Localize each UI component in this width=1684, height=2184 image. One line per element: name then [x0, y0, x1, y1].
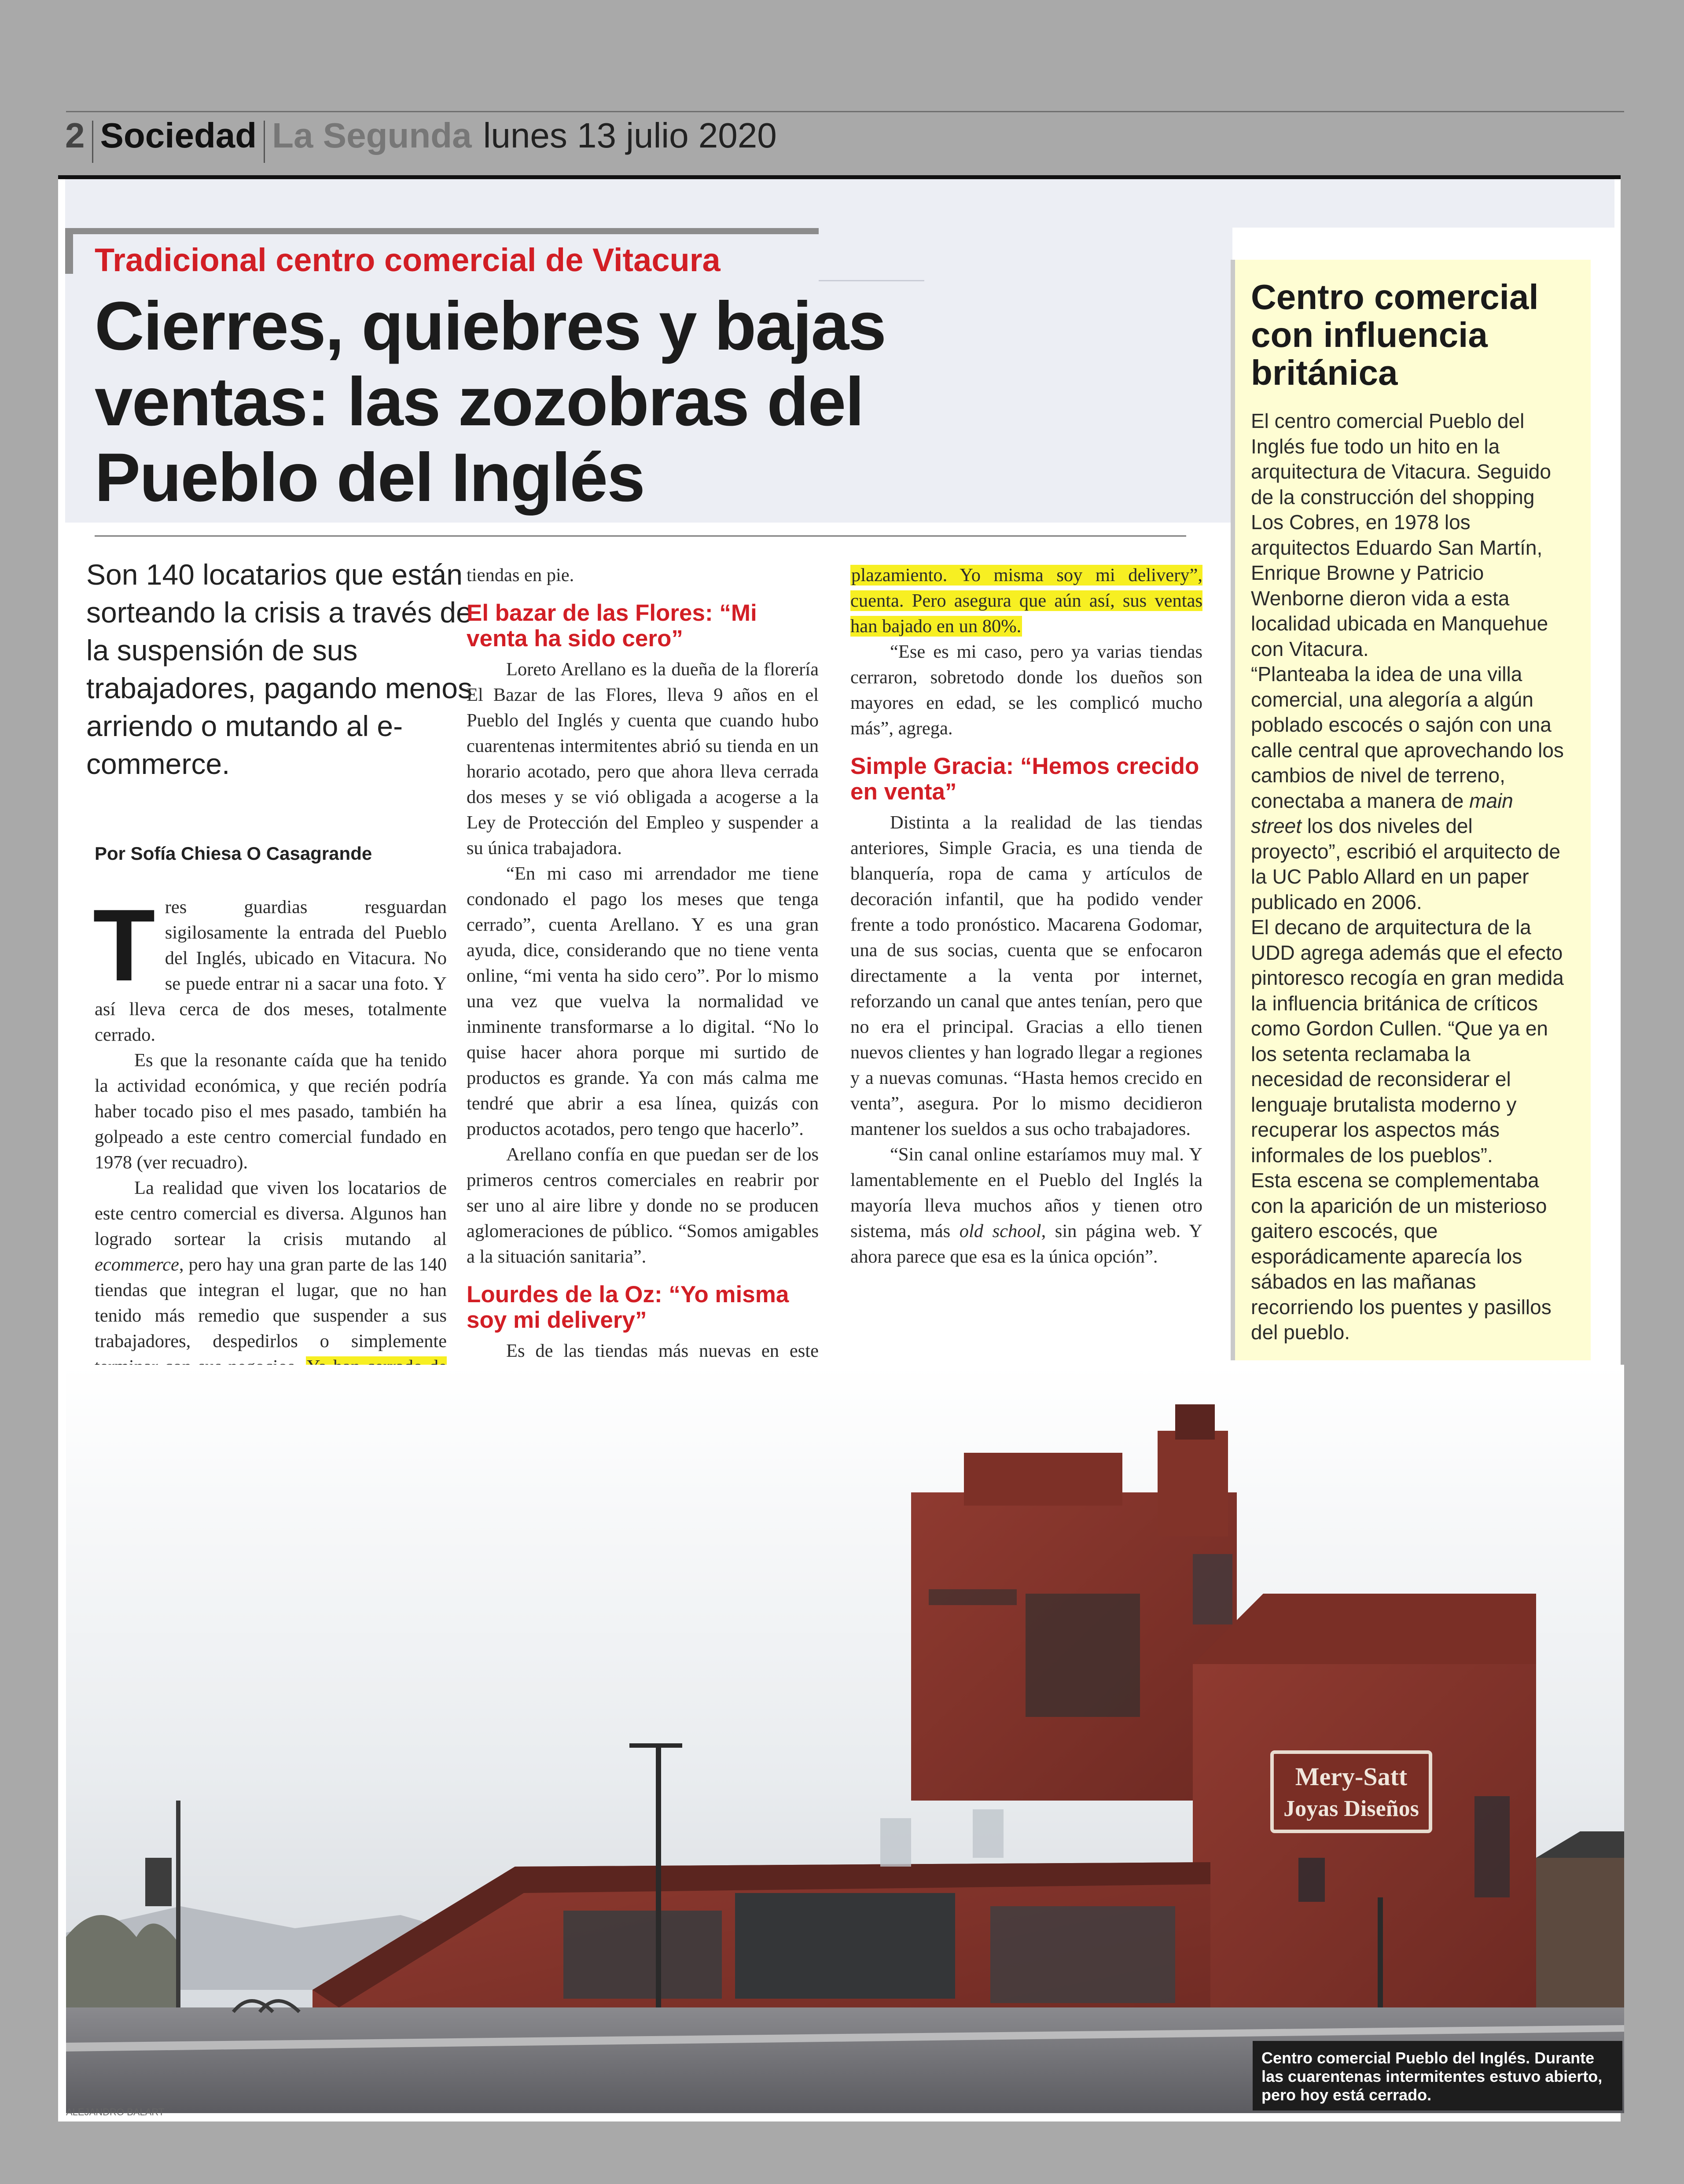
top-rule — [66, 111, 1624, 112]
page-header — [65, 115, 777, 168]
shop-sign-line2: Joyas Diseños — [1283, 1796, 1419, 1821]
photo-caption: Centro comercial Pueblo del Inglés. Durante las cuarentenas intermitentes estuvo abierto, pero hoy está cerrado. — [1253, 2041, 1622, 2110]
paragraph: El centro comercial Pueblo del Inglés fue todo un hito en la arquitectura de Vitacura. Seguido de la construcción del shopping Los Cobres, en 1978 los arquitectos Eduardo San Martín, Enrique Browne y Patricio Wenborne dieron vida a esta localidad ubicada en Manquehue con Vitacura. — [1251, 409, 1551, 660]
sidebar-title: Centro comercial con influencia británica — [1251, 277, 1539, 392]
headline-rule — [95, 535, 1186, 537]
paragraph: “Sin canal online estaríamos muy mal. Y lamentablemente en el Pueblo del Inglés la mayoría lleva muchos años y tienen otro sistema, más old school, sin página web. Y ahora parece que esa es la única opción”. — [850, 1144, 1202, 1267]
building-photo — [66, 1365, 1624, 2113]
subheading: Simple Gracia: “Hemos crecido en venta” — [850, 753, 1199, 805]
article-deck: Son 140 locatarios que están sorteando la crisis a través de la suspensión de sus trabajadores, pagando menos arriendo o mutando al e-commerce. — [86, 558, 472, 780]
paragraph: La realidad que viven los locatarios de este centro comercial es diversa. Algunos han logrado sortear la crisis mutando al ecommerce, pero hay una gran parte de las 140 tiendas que integran el lugar, que no han tenido más remedio que suspender a sus trabajadores, despedirlos o simplemente — [95, 1175, 447, 1405]
paragraph: “En mi caso mi arrendador me tiene condonado el pago los meses que tenga cerrado”, cuenta Arellano. Y es una gran ayuda, dice, considerando que no tiene venta online, “mi venta ha sido cero”. Por lo mismo una vez que vuelva la normalidad ve inminente transformarse a lo digital. “No lo quise hacer ahora porque mi surtido de productos es grande. Ya con más calma me tendré que abrir a esa línea, quizás con productos acotados, pero tengo que hacerlo”. — [467, 863, 819, 1139]
paragraph: El decano de arquitectura de la UDD agrega además que el efecto pintoresco recogía en gran medida la influencia británica de críticos como Gordon Cullen. “Que ya en los setenta reclamaba la necesidad de reconsiderar el lenguaje brutalista moderno y recuperar los aspectos más informales de los pueblos”. — [1251, 916, 1564, 1167]
paragraph: “Planteaba la idea de una villa comercial, una alegoría a algún poblado escocés o sajón con una calle central que aprovechando los cambios de nivel de terreno, conectaba a manera de main street los dos niveles del proyecto”, escribió el arquitecto de la UC Pablo Allard en un paper publicado en 2006. — [1251, 663, 1564, 913]
paragraph: Es que la resonante caída que ha tenido la actividad económica, y que recién podría haber tocado piso el mes pasado, también ha golpeado a este centro comercial fundado en 1978 (ver recuadro). — [95, 1050, 447, 1173]
shop-sign-line1: Mery-Satt — [1295, 1762, 1408, 1791]
issue-date: lunes 13 julio 2020 — [483, 116, 777, 155]
photo-credit: ALEJANDRO BALART — [66, 2107, 165, 2118]
article-byline: Por Sofía Chiesa O Casagrande — [95, 843, 372, 864]
publication-name: La Segunda — [272, 116, 472, 155]
highlighted-text: plazamiento. Yo misma soy mi delivery”, cuenta. Pero asegura que aún así, sus ventas han bajado en un 80%. — [850, 565, 1202, 637]
article-headline: Cierres, quiebres y bajas ventas: las zozobras del Pueblo del Inglés — [95, 288, 886, 516]
paragraph — [850, 563, 1202, 639]
paragraph: “Ese es mi caso, pero ya varias tiendas cerraron, sobretodo donde los dueños son mayores en edad, se les complicó mucho más”, agrega. — [850, 641, 1202, 739]
page-number: 2 — [65, 116, 85, 155]
header-rule — [58, 175, 1621, 179]
kicker-bar-edge — [65, 234, 73, 274]
kicker-rule — [819, 280, 924, 281]
subheading: El bazar de las Flores: “Mi venta ha sido cero” — [467, 600, 757, 652]
paragraph: Distinta a la realidad de las tiendas anteriores, Simple Gracia, es una tienda de blanquería, ropa de cama y artículos de decoración infantil, que ha podido vender frente a todo pronóstico. Macarena Godomar, una de sus socias, cuenta que se enfocaron directamente a la venta por internet, reforzando un canal que antes tenían, pero que no era el principal. Gracias a ello tienen nuevos clientes y han logrado llegar a regiones y a nuevas comunas. “Hasta hemos crecido en venta”, asegura. Por lo mismo decidieron mantener los sueldos a sus ocho trabajadores. — [850, 812, 1202, 1139]
paragraph: Es de las tiendas más nuevas en este — [506, 1341, 819, 1361]
paragraph: Loreto Arellano es la dueña de la florería El Bazar de las Flores, lleva 9 años en el Pueblo del Inglés y cuenta que cuando hubo cuarentenas intermitentes abrió su tienda en un horario acotado, pero que ahora lleva cerrada dos meses y se vió obligada a acogerse a la Ley de Protección del Empleo y suspender a su única trabajadora. — [467, 659, 819, 858]
section-name: Sociedad — [100, 116, 257, 155]
subheading: Lourdes de la Oz: “Yo misma soy mi delivery” — [467, 1282, 789, 1333]
header-divider — [264, 121, 265, 163]
sidebar-body — [1251, 409, 1568, 1345]
header-divider — [92, 121, 93, 163]
drop-cap: T — [93, 888, 155, 1002]
paragraph: tiendas en pie. — [467, 565, 574, 586]
article-kicker: Tradicional centro comercial de Vitacura — [95, 242, 721, 278]
paragraph: Esta escena se complementaba con la aparición de un misterioso gaitero escocés, que esporádicamente aparecía los sábados en las mañanas recorriendo los puentes y pasillos del pueblo. — [1251, 1169, 1552, 1344]
kicker-bar — [65, 228, 819, 234]
header-panel — [65, 179, 1614, 228]
article-column-3 — [850, 563, 1202, 1270]
paragraph: Arellano confía en que puedan ser de los primeros centros comerciales en reabrir por ser uno al aire libre y donde no se producen aglomeraciones de público. “Somos amigables a la situación sanitaria”. — [467, 1144, 819, 1267]
sidebar-edge — [1231, 260, 1235, 1360]
paragraph: Tres guardias resguardan sigilosamente la entrada del Pueblo del Inglés, ubicado en Vitacura. No se puede entrar ni a sacar una foto. Y así lleva cerca de dos meses, totalmente cerrado. — [93, 888, 447, 1045]
